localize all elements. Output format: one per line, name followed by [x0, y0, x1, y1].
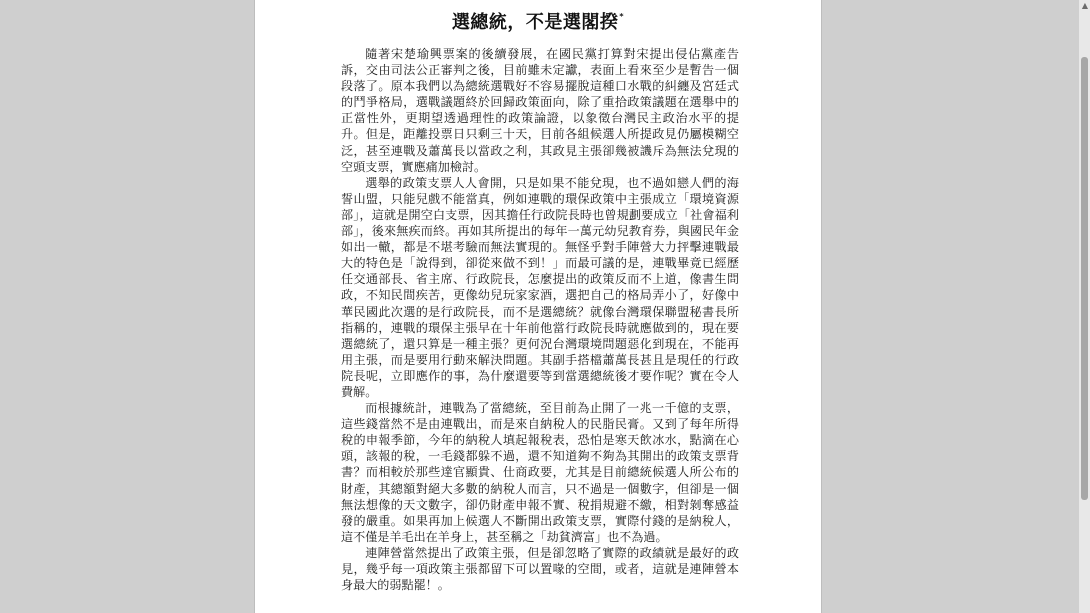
title-footnote-mark: *	[619, 12, 625, 21]
document-page	[254, 0, 822, 613]
scrollbar-thumb[interactable]	[1081, 57, 1088, 500]
paragraph-4: 連陣營當然提出了政策主張，但是卻忽略了實際的政績就是最好的政見，幾乎每一項政策主張都留下可以置喙的空間，或者，這就是連陣營本身最大的弱點罷！。	[341, 545, 739, 593]
document-title	[255, 8, 821, 34]
paragraph-2: 選舉的政策支票人人會開，只是如果不能兌現，也不過如戀人們的海誓山盟，只能兒戲不能當真，例如連戰的環保政策中主張成立「環境資源部」，這就是開空白支票，因其擔任行政院長時也曾規劃要成立「社會福利部」，後來無疾而終。再如其所提出的每年一萬元幼兒教育券，與國民年金如出一轍，都是不堪考驗而無法實現的。無怪乎對手陣營大力抨擊連戰最大的特色是「說得到，卻從來做不到！」而最可議的是，連戰畢竟已經歷任交通部長、省主席、行政院長，怎麼提出的政策反而不上道，像書生問政，不知民間疾苦，更像幼兒玩家家酒，選把自己的格局弄小了，好像中華民國此次選的是行政院長，而不是選總統？就像台灣環保聯盟秘書長所指稱的，連戰的環保主張早在十年前他當行政院長時就應做到的，現在要選總統了，還只算是一種主張？更何況台灣環境問題惡化到現在，不能再用主張，而是要用行動來解決問題。其副手搭檔蕭萬長甚且是現任的行政院長呢，立即應作的事，為什麼還要等到當選總統後才要作呢？實在令人費解。	[341, 175, 739, 399]
document-body	[341, 46, 739, 593]
paragraph-1: 隨著宋楚瑜興票案的後續發展，在國民黨打算對宋提出侵佔黨產告訴，交由司法公正審判之後，目前雖未定讞，表面上看來至少是暫告一個段落了。原本我們以為總統選戰好不容易擺脫這種口水戰的糾纏及宮廷式的鬥爭格局，選戰議題終於回歸政策面向，除了重拾政策議題在選舉中的正當性外，更期望透過理性的政策論證，以象徵台灣民主政治水平的提升。但是，距離投票日只剩三十天，目前各組候選人所提政見仍屬模糊空泛，甚至連戰及蕭萬長以當政之利，其政見主張卻幾被譏斥為無法兌現的空頭支票，實應痛加檢討。	[341, 47, 739, 174]
scroll-up-arrow-icon[interactable]: ▲	[1081, 1, 1089, 10]
vertical-scrollbar[interactable]	[1078, 0, 1090, 613]
paragraph-3: 而根據統計，連戰為了當總統，至目前為止開了一兆一千億的支票，這些錢當然不是由連戰出，而是來自納稅人的民脂民膏。又到了每年所得稅的申報季節，今年的納稅人填起報稅表，恐怕是寒天飲冰水，點滴在心頭，該報的稅，一毛錢都躲不過，還不知道夠不夠為其開出的政策支票背書？而相較於那些達官顯貴、仕商政要，尤其是目前總統候選人所公布的財產，其總額對絕大多數的納稅人而言，只不過是一個數字，但卻是一個無法想像的天文數字，卻仍財產申報不實、稅捐規避不繳，相對剝奪感益發的嚴重。如果再加上候選人不斷開出政策支票，實際付錢的是納稅人，這不僅是羊毛出在羊身上，甚至稱之「劫貧濟富」也不為過。	[341, 401, 739, 544]
title-text: 選總統，不是選閣揆	[451, 12, 619, 33]
